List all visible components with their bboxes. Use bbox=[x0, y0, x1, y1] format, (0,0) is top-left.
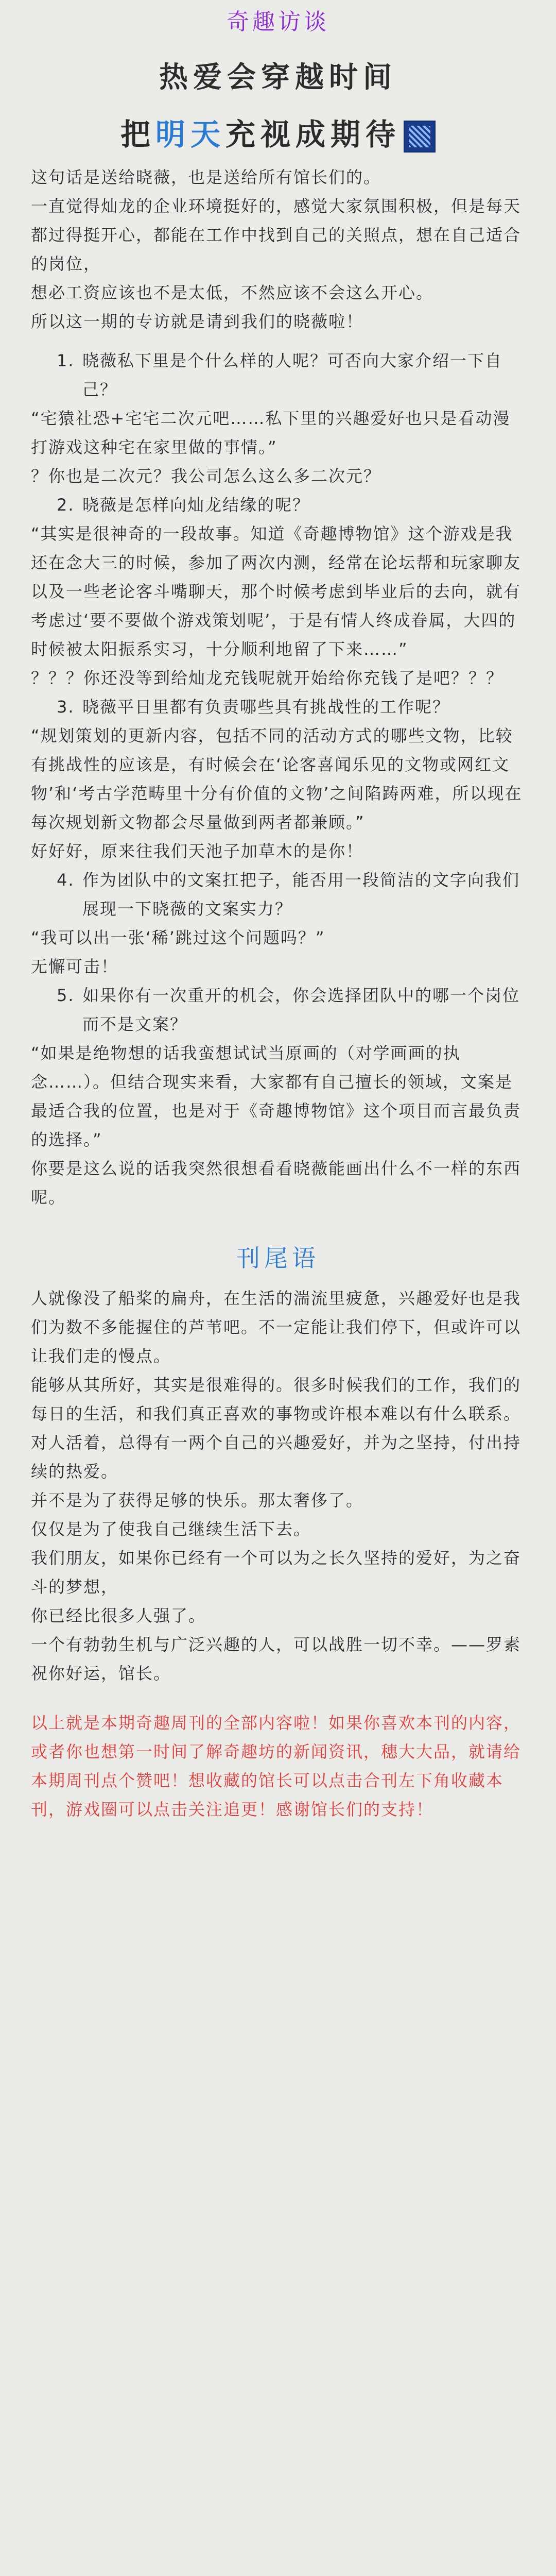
question-number: 5. bbox=[57, 986, 75, 1005]
epilogue-paragraph: 祝你好运，馆长。 bbox=[31, 1664, 171, 1683]
epilogue-paragraph: 一个有勃勃生机与广泛兴趣的人，可以战胜一切不幸。——罗素 bbox=[31, 1635, 522, 1654]
epilogue-paragraph: 能够从其所好，其实是很难得的。很多时候我们的工作，我们的每日的生活，和我们真正喜欢的事物或许根本难以有什么联系。 bbox=[31, 1375, 522, 1423]
epilogue-section bbox=[0, 1284, 556, 1824]
question-item bbox=[31, 346, 525, 404]
question-text: 作为团队中的文案扛把子，能否用一段简洁的文字向我们展现一下晓薇的文案实力？ bbox=[82, 870, 520, 919]
column-title: 奇趣访谈 bbox=[227, 9, 329, 35]
comment-paragraph: 好好好，原来往我们天池子加草木的是你！ bbox=[31, 841, 364, 861]
question-number: 3. bbox=[57, 697, 75, 717]
question-number: 1. bbox=[57, 351, 75, 370]
comment-paragraph: ？你也是二次元？我公司怎么这么多二次元？ bbox=[31, 466, 381, 486]
epilogue-paragraph: 人就像没了船桨的扁舟，在生活的湍流里疲惫，兴趣爱好也是我们为数不多能握住的芦苇吧。不一定能让我们停下，但或许可以让我们走的慢点。 bbox=[31, 1289, 522, 1366]
question-number: 2. bbox=[57, 495, 75, 515]
subtitle-highlight: 明天 bbox=[155, 117, 225, 152]
answer-paragraph: “规划策划的更新内容，包括不同的活动方式的哪些文物，比较有挑战性的应该是，有时候会在‘论客喜闻乐见的文物或网红文物’和‘考古学范畴里十分有价值的文物’之间陷踌两难，所以现在每次规划新文物都会尽量做到两者都兼顾。” bbox=[31, 726, 523, 832]
question-item bbox=[31, 866, 525, 923]
comment-paragraph: ？？？你还没等到给灿龙充钱呢就开始给你充钱了是吧？？？ bbox=[31, 668, 504, 688]
comment-paragraph: 你要是这么说的话我突然很想看看晓薇能画出什么不一样的东西呢。 bbox=[31, 1159, 522, 1207]
subtitle-prefix: 把 bbox=[120, 117, 155, 152]
subtitle-suffix: 充视成期待 bbox=[225, 117, 401, 152]
epilogue-paragraph: 你已经比很多人强了。 bbox=[31, 1606, 206, 1625]
question-number: 4. bbox=[57, 870, 75, 890]
comment-paragraph: 无懈可击！ bbox=[31, 957, 119, 976]
epilogue-title: 刊尾语 bbox=[236, 1244, 320, 1272]
article-subtitle bbox=[0, 106, 556, 163]
epilogue-paragraph: 并不是为了获得足够的快乐。那太奢侈了。 bbox=[31, 1490, 364, 1510]
intro-paragraph: 所以这一期的专访就是请到我们的晓薇啦！ bbox=[31, 312, 364, 331]
intro-section bbox=[0, 163, 556, 336]
question-text: 晓薇平日里都有负责哪些具有挑战性的工作呢？ bbox=[82, 697, 450, 717]
answer-paragraph: “如果是绝物想的话我蛮想试试当原画的（对学画画的执念……）。但结合现实来看，大家都有自己擅长的领域，文案是最适合我的位置，也是对于《奇趣博物馆》这个项目而言最负责的选择。” bbox=[31, 1043, 522, 1149]
epilogue-paragraph: 仅仅是为了使我自己继续生活下去。 bbox=[31, 1519, 311, 1539]
question-item bbox=[31, 981, 525, 1039]
question-text: 如果你有一次重开的机会，你会选择团队中的哪一个岗位而不是文案？ bbox=[82, 986, 520, 1034]
question-item bbox=[31, 692, 525, 721]
article-title: 热爱会穿越时间 bbox=[159, 61, 397, 94]
question-text: 晓薇是怎样向灿龙结缘的呢？ bbox=[82, 495, 310, 515]
question-item bbox=[31, 490, 525, 519]
question-text: 晓薇私下里是个什么样的人呢？可否向大家介绍一下自己？ bbox=[82, 351, 503, 399]
epilogue-paragraph: 对人活着，总得有一两个自己的兴趣爱好，并为之坚持，付出持续的热爱。 bbox=[31, 1433, 522, 1481]
answer-paragraph: “其实是很神奇的一段故事。知道《奇趣博物馆》这个游戏是我还在念大三的时候，参加了两次内测，经常在论坛帮和玩家聊友以及一些老论客斗嘴聊天，那个时候考虑到毕业后的去向，就有考虑过‘要不要做个游戏策划呢’，于是有情人终成眷属，大四的时候被太阳振系实习，十分顺利地留了下来……” bbox=[31, 524, 522, 659]
answer-paragraph: “我可以出一张‘稀’跳过这个问题吗？” bbox=[31, 928, 325, 947]
intro-paragraph: 想必工资应该也不是太低，不然应该不会这么开心。 bbox=[31, 283, 434, 302]
epilogue-paragraph: 我们朋友，如果你已经有一个可以为之长久坚持的爱好，为之奋斗的梦想， bbox=[31, 1548, 522, 1597]
closing-note: 以上就是本期奇趣周刊的全部内容啦！如果你喜欢本刊的内容，或者你也想第一时间了解奇趣坊的新闻资讯，穗大大品，就请给本期周刊点个赞吧！想收藏的馆长可以点击合刊左下角收藏本刊，游戏圈可以点击关注追更！感谢馆长们的支持！ bbox=[31, 1713, 522, 1819]
intro-paragraph: 一直觉得灿龙的企业环境挺好的，感觉大家氛围积极，但是每天都过得挺开心，都能在工作中找到自己的关照点，想在自己适合的岗位， bbox=[31, 196, 522, 274]
sticker-icon bbox=[404, 121, 436, 152]
intro-paragraph: 这句话是送给晓薇，也是送给所有馆长们的。 bbox=[31, 167, 381, 187]
answer-paragraph: “宅猿社恐+宅宅二次元吧……私下里的兴趣爱好也只是看动漫打游戏这种宅在家里做的事情。” bbox=[31, 409, 511, 457]
qa-section bbox=[0, 346, 556, 1212]
